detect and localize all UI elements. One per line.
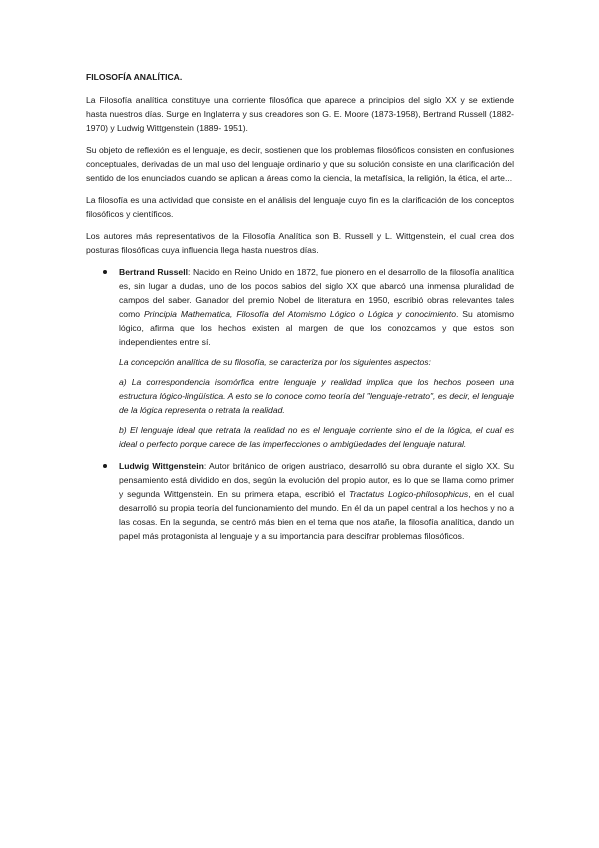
russell-work-atomismo: Filosofía del Atomismo Lógico o Lógica y conocimiento [236, 309, 456, 319]
russell-sub-b: b) El lenguaje ideal que retrata la realidad no es el lenguaje corriente sino el de la lógica, el cual es ideal o perfecto porque carece de las imperfecciones o ambigüedades del lenguaje natural. [119, 425, 514, 449]
paragraph-intro: La Filosofía analítica constituye una corriente filosófica que aparece a principios del siglo XX y se extiende hasta nuestros días. Surge en Inglaterra y sus creadores son G. E. Moore (1873-1958), Bertrand Russell (1882-1970) y Ludwig Wittgenstein (1889- 1951). [86, 95, 514, 133]
list-item-russell [86, 265, 514, 451]
list-item-wittgenstein [86, 459, 514, 543]
wittgenstein-work-tractatus: Tractatus Logico-philosophicus [348, 489, 469, 499]
russell-text-b: . Su atomismo lógico, afirma que los hechos existen al margen de que los conozcamos y que estos son independientes entre sí. [119, 309, 514, 347]
wittgenstein-text-a: : Autor británico de origen austriaco, desarrolló su obra durante el siglo XX. Su pensamiento está dividido en dos, según la evolución del propio autor, es lo que se llama como primer y segunda Wittgenstein. En su primera etapa, escribió el [119, 461, 514, 499]
russell-description [119, 265, 514, 349]
authors-list [86, 265, 514, 543]
paragraph-authors: Los autores más representativos de la Filosofía Analítica son B. Russell y L. Wittgenstein, el cual crea dos posturas filosóficas cuya influencia llega hasta nuestros días. [86, 231, 514, 255]
russell-work-principia: Principia Mathematica [143, 309, 231, 319]
russell-text-a: : Nacido en Reino Unido en 1872, fue pionero en el desarrollo de la filosofía analítica es, sin lugar a dudas, uno de los pocos sabios del siglo XX que abarcó una inmensa pluralidad de campos del saber. Ganador del premio Nobel de literatura en 1950, escribió obras relevantes tales como [119, 267, 514, 319]
russell-name: Bertrand Russell [119, 267, 188, 277]
document-page [86, 70, 514, 551]
russell-sub-intro: La concepción analítica de su filosofía, se caracteriza por los siguientes aspectos: [119, 357, 431, 367]
paragraph-activity: La filosofía es una actividad que consiste en el análisis del lenguaje cuyo fin es la clarificación de los conceptos filosóficos y científicos. [86, 195, 514, 219]
russell-sub-a: a) La correspondencia isomórfica entre lenguaje y realidad implica que los hechos poseen una estructura lógico-lingüística. A esto se lo conoce como teoría del "lenguaje-retrato", es decir, el lenguaje de la lógica representa o retrata la realidad. [119, 377, 514, 415]
russell-work-separator: , [230, 309, 237, 319]
document-title: FILOSOFÍA ANALÍTICA. [86, 72, 183, 82]
wittgenstein-text-b: , en el cual desarrolló su propia teoría del funcionamiento del mundo. En él da un papel central a los hechos y no a las cosas. En la segunda, se centró más bien en el tema que nos atañe, la filosofía analítica, dando un papel más protagonista al lenguaje y a su importancia para descifrar problemas filosóficos. [119, 489, 514, 541]
wittgenstein-name: Ludwig Wittgenstein [119, 461, 204, 471]
bullet-icon [103, 464, 107, 468]
wittgenstein-description [119, 459, 514, 543]
paragraph-object: Su objeto de reflexión es el lenguaje, es decir, sostienen que los problemas filosóficos consisten en confusiones conceptuales, derivadas de un mal uso del lenguaje ordinario y que su solución consiste en una clarificación del sentido de los enunciados cuando se aplican a áreas como la ciencia, la metafísica, la religión, la ética, el arte... [86, 145, 514, 183]
bullet-icon [103, 270, 107, 274]
